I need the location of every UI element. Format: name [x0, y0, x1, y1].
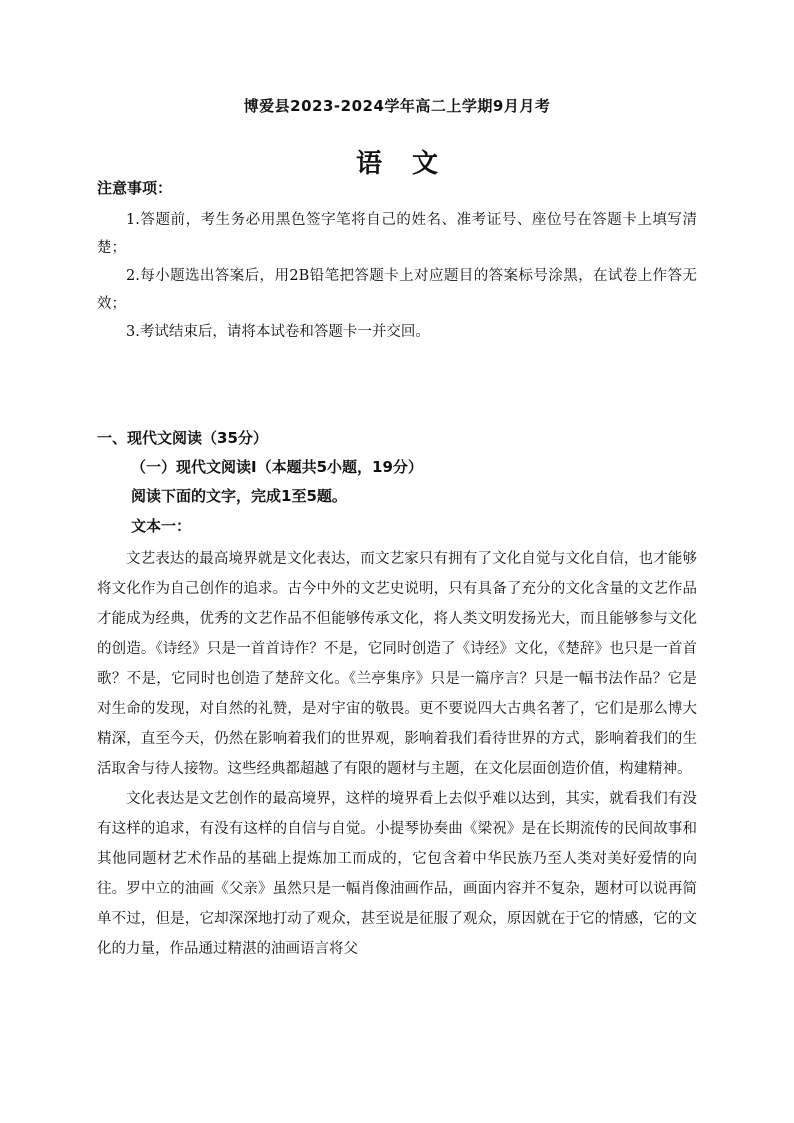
notice-item: 1.答题前，考生务必用黑色签字笔将自己的姓名、准考证号、座位号在答题卡上填写清楚；: [97, 212, 697, 256]
subsection-heading: （一）现代文阅读Ⅰ（本题共5小题，19分）: [131, 458, 423, 476]
section-heading: 一、现代文阅读（35分）: [97, 429, 268, 447]
notice-heading: 注意事项：: [97, 179, 173, 197]
exam-title: 博爱县2023-2024学年高二上学期9月月考: [243, 97, 551, 115]
text-label: 文本一：: [131, 517, 192, 535]
passage-paragraph: 文化表达是文艺创作的最高境界，这样的境界看上去似乎难以达到，其实，就看我们有没有这样的追求，有没有这样的自信与自觉。小提琴协奏曲《梁祝》是在长期流传的民间故事和其他同题材艺术作品的基础上提炼加工而成的，它包含着中华民族乃至人类对美好爱情的向往。罗中立的油画《父亲》虽然只是一幅肖像油画作品，画面内容并不复杂，题材可以说再简单不过，但是，它却深深地打动了观众，甚至说是征服了观众，原因就在于它的情感，它的文化的力量，作品通过精湛的油画语言将父: [97, 791, 697, 957]
subject-title: 语文: [355, 149, 468, 179]
notice-list: [97, 206, 697, 346]
passage-paragraph: 文艺表达的最高境界就是文化表达，而文艺家只有拥有了文化自觉与文化自信，也才能够将文化作为自己创作的追求。古今中外的文艺史说明，只有具备了充分的文化含量的文艺作品才能成为经典，优秀的文艺作品不但能够传承文化，将人类文明发扬光大，而且能够参与文化的创造。《诗经》只是一首首诗作？不是，它同时创造了《诗经》文化，《楚辞》也只是一首首歌？不是，它同时也创造了楚辞文化。《兰亭集序》只是一篇序言？只是一幅书法作品？它是对生命的发现，对自然的礼赞，是对宇宙的敬畏。更不要说四大古典名著了，它们是那么博大精深，直至今天，仍然在影响着我们的世界观，影响着我们看待世界的方式，影响着我们的生活取舍与待人接物。这些经典都超越了有限的题材与主题，在文化层面创造价值，构建精神。: [97, 551, 697, 777]
notice-item: 3.考试结束后，请将本试卷和答题卡一并交回。: [126, 324, 430, 340]
reading-passage: [97, 544, 697, 964]
notice-item: 2.每小题选出答案后，用2B铅笔把答题卡上对应题目的答案标号涂黑，在试卷上作答无效；: [97, 268, 697, 312]
reading-instruction: 阅读下面的文字，完成1至5题。: [131, 487, 347, 505]
